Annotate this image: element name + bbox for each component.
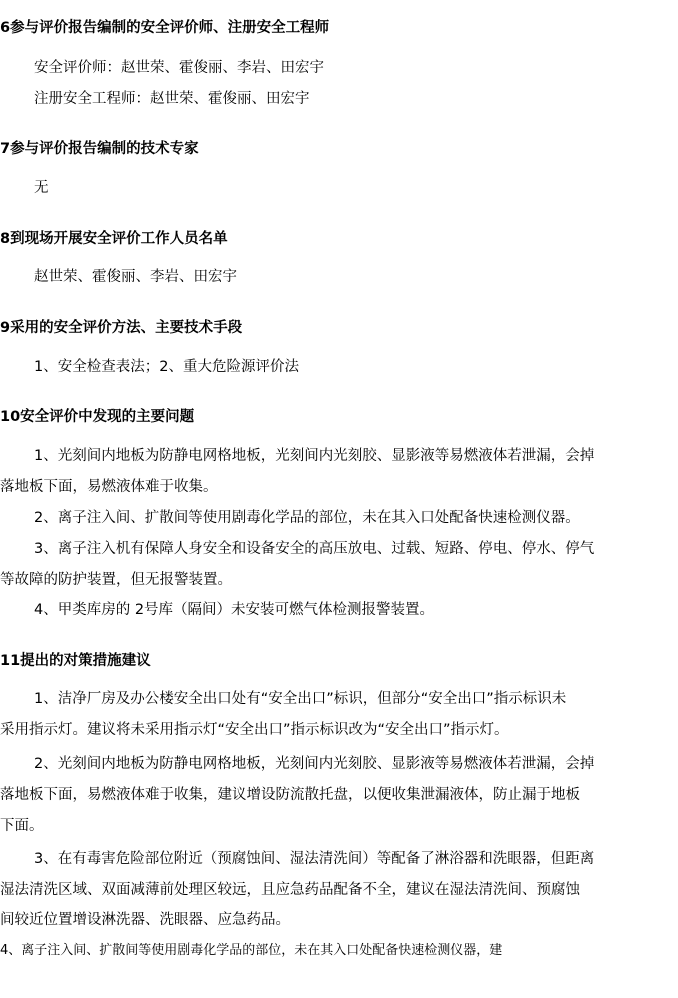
section-10-line-2: 落地板下面，易燃液体难于收集。 xyxy=(0,479,218,495)
section-6-line-2: 注册安全工程师：赵世荣、霍俊丽、田宏宇 xyxy=(34,91,310,107)
section-10-line-6: 4、甲类库房的 2号库（隔间）未安装可燃气体检测报警装置。 xyxy=(34,602,435,618)
section-10-line-4: 3、离子注入机有保障人身安全和设备安全的高压放电、过载、短路、停电、停水、停气 xyxy=(34,541,595,557)
section-11-line-4: 落地板下面，易燃液体难于收集，建议增设防流散托盘，以便收集泄漏液体，防止漏于地板 xyxy=(0,787,580,803)
section-6-line-1: 安全评价师：赵世荣、霍俊丽、李岩、田宏宇 xyxy=(34,60,324,76)
section-11-line-9: 4、离子注入间、扩散间等使用剧毒化学品的部位，未在其入口处配备快速检测仪器，建 xyxy=(0,943,503,958)
section-11-line-1: 1、洁净厂房及办公楼安全出口处有“安全出口”标识，但部分“安全出口”指示标识未 xyxy=(34,691,567,707)
section-7-heading: 7参与评价报告编制的技术专家 xyxy=(0,141,199,157)
section-11-line-5: 下面。 xyxy=(0,818,44,834)
section-7-line-1: 无 xyxy=(34,180,49,196)
section-11-line-8: 间较近位置增设淋洗器、洗眼器、应急药品。 xyxy=(0,912,290,928)
section-9-line-1: 1、安全检查表法；2、重大危险源评价法 xyxy=(34,359,299,375)
section-10-line-5: 等故障的防护装置，但无报警装置。 xyxy=(0,572,232,588)
section-6-heading: 6参与评价报告编制的安全评价师、注册安全工程师 xyxy=(0,20,330,36)
section-11-line-3: 2、光刻间内地板为防静电网格地板，光刻间内光刻胶、显影液等易燃液体若泄漏，会掉 xyxy=(34,756,595,772)
section-11-heading: 11提出的对策措施建议 xyxy=(0,653,151,669)
section-9-heading: 9采用的安全评价方法、主要技术手段 xyxy=(0,320,243,336)
section-11-line-2: 采用指示灯。建议将未采用指示灯“安全出口”指示标识改为“安全出口”指示灯。 xyxy=(0,722,509,738)
section-8-heading: 8到现场开展安全评价工作人员名单 xyxy=(0,231,228,247)
section-10-heading: 10安全评价中发现的主要问题 xyxy=(0,409,195,425)
section-11-line-6: 3、在有毒害危险部位附近（预腐蚀间、湿法清洗间）等配备了淋浴器和洗眼器，但距离 xyxy=(34,851,595,867)
section-10-line-3: 2、离子注入间、扩散间等使用剧毒化学品的部位，未在其入口处配备快速检测仪器。 xyxy=(34,510,580,526)
section-8-line-1: 赵世荣、霍俊丽、李岩、田宏宇 xyxy=(34,269,237,285)
section-10-line-1: 1、光刻间内地板为防静电网格地板，光刻间内光刻胶、显影液等易燃液体若泄漏，会掉 xyxy=(34,448,595,464)
section-11-line-7: 湿法清洗区域、双面减薄前处理区较远，且应急药品配备不全，建议在湿法清洗间、预腐蚀 xyxy=(0,882,580,898)
